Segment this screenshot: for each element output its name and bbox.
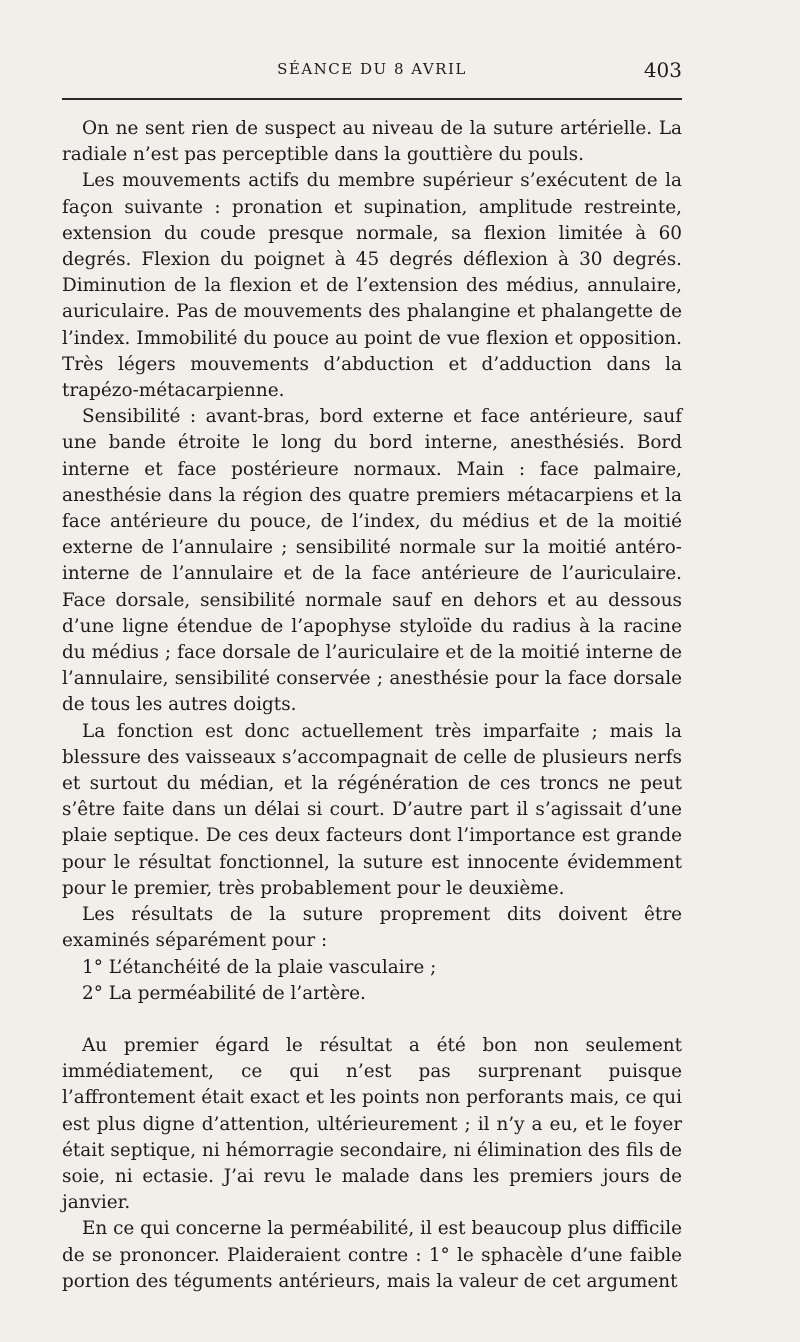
page-header [62, 60, 682, 90]
section-gap [62, 1007, 682, 1033]
paragraph: En ce qui concerne la perméabilité, il est beaucoup plus difficile de se prononcer. Plaideraient contre : 1° le sphacèle d’une faible portion des téguments antérieurs, mais la valeur de cet argument [62, 1218, 682, 1292]
page-number: 403 [643, 58, 682, 82]
paragraph: On ne sent rien de suspect au niveau de la suture artérielle. La radiale n’est pas perceptible dans la gouttière du pouls. [62, 118, 682, 166]
header-rule [62, 98, 682, 100]
body-text [62, 116, 682, 1295]
paragraph: La fonction est donc actuellement très imparfaite ; mais la blessure des vaisseaux s’accompagnait de celle de plusieurs nerfs et surtout du médian, et la régénération de ces troncs ne peut s’être faite dans un délai si court. D’autre part il s’agissait d’une plaie septique. De ces deux facteurs dont l’importance est grande pour le résultat fonctionnel, la suture est innocente évidemment pour le premier, très probablement pour le deuxième. [62, 720, 682, 899]
running-title: SÉANCE DU 8 AVRIL [277, 60, 467, 78]
list-item: 1° L’étanchéité de la plaie vasculaire ; [82, 956, 437, 978]
paragraph: Les résultats de la suture proprement dits doivent être examinés séparément pour : [62, 904, 682, 952]
list-item: 2° La perméabilité de l’artère. [82, 982, 366, 1004]
paragraph: Au premier égard le résultat a été bon non seulement immédiatement, ce qui n’est pas surprenant puisque l’affrontement était exact et les points non perforants mais, ce qui est plus digne d’attention, ultérieurement ; il n’y a eu, et le foyer était septique, ni hémorragie secondaire, ni élimination des fils de soie, ni ectasie. J’ai revu le malade dans les premiers jours de janvier. [62, 1034, 682, 1214]
paragraph: Les mouvements actifs du membre supérieur s’exécutent de la façon suivante : pronation et supination, amplitude restreinte, extension du coude presque normale, sa flexion limitée à 60 degrés. Flexion du poignet à 45 degrés déflexion à 30 degrés. Diminution de la flexion et de l’extension des médius, annulaire, auriculaire. Pas de mouvements des phalangine et phalangette de l’index. Immobilité du pouce au point de vue flexion et opposition. Très légers mouvements d’abduction et d’adduction dans la trapézo-métacarpienne. [62, 170, 682, 402]
paragraph: Sensibilité : avant-bras, bord externe et face antérieure, sauf une bande étroite le long du bord interne, anesthésiés. Bord interne et face postérieure normaux. Main : face palmaire, anesthésie dans la région des quatre premiers métacarpiens et la face antérieure du pouce, de l’index, du médius et de la moitié externe de l’annulaire ; sensibilité normale sur la moitié antéro-interne de l’annulaire et de la face antérieure de l’auriculaire. Face dorsale, sensibilité normale sauf en dehors et au dessous d’une ligne étendue de l’apophyse styloïde du radius à la racine du médius ; face dorsale de l’auriculaire et de la moitié interne de l’annulaire, sensibilité conservée ; anesthésie pour la face dorsale de tous les autres doigts. [62, 406, 682, 716]
